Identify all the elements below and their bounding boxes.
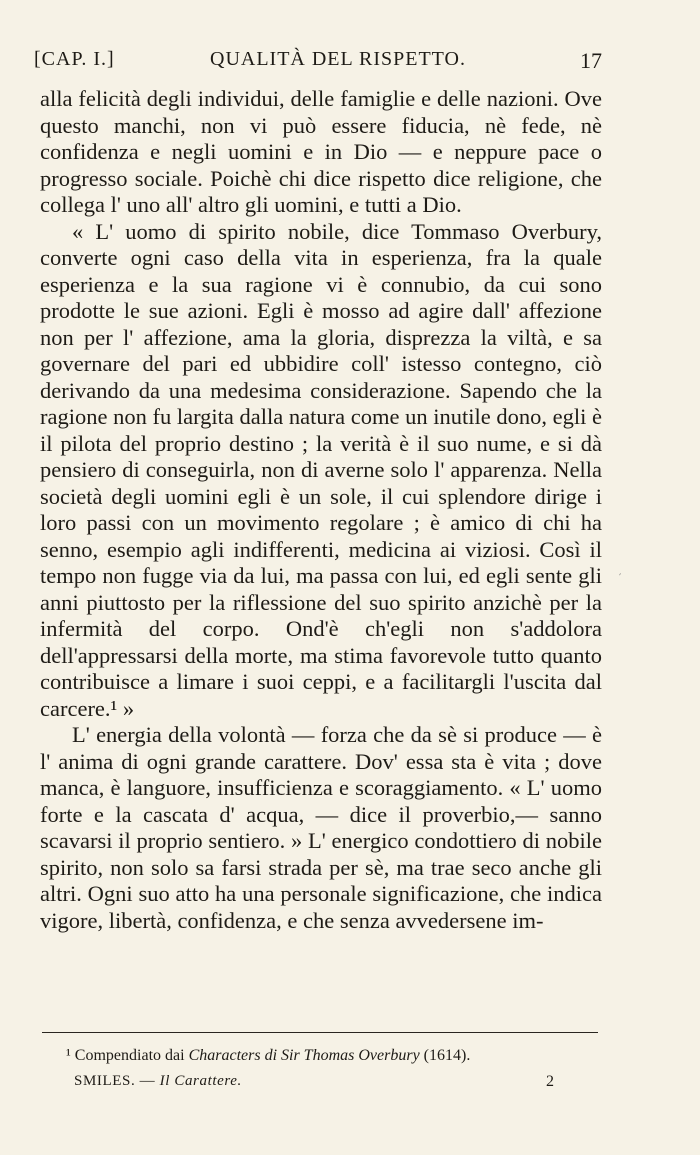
- running-header: [34, 48, 602, 78]
- signature-author: SMILES.: [74, 1073, 136, 1089]
- footnote: [66, 1046, 596, 1066]
- sheet-number: 2: [546, 1073, 554, 1090]
- signature-separator: —: [139, 1073, 156, 1089]
- chapter-label: [CAP. I.]: [34, 48, 115, 70]
- footnote-marker: ¹: [66, 1047, 71, 1064]
- paper-speck: ′: [619, 573, 622, 584]
- signature-work: Il Carattere.: [159, 1073, 242, 1089]
- paragraph-continuation: alla felicità degli individui, delle famiglie e delle nazioni. Ove questo manchi, non vi può essere fiducia, nè fede, nè confidenza e negli uomini e in Dio — e neppure pace o progresso sociale. Poichè chi dice rispetto dice religione, che collega l' uno all' altro gli uomini, e tutti a Dio.: [40, 86, 602, 217]
- footnote-title: Characters di Sir Thomas Overbury: [188, 1047, 420, 1064]
- footnote-text-before: Compendiato dai: [74, 1047, 185, 1064]
- footnote-rule: [42, 1032, 598, 1033]
- page-number: 17: [580, 48, 602, 73]
- footnote-text-after: (1614).: [423, 1047, 471, 1064]
- paragraph-energy: L' energia della volontà — forza che da sè si produce — è l' anima di ogni grande carattere. Dov' essa sta è vita ; dove manca, è languore, insufficienza e scoraggiamento. « L' uomo forte e la cascata d' acqua, — dice il proverbio,— sanno scavarsi il proprio sentiero. » L' energico condottiero di nobile spirito, non solo sa farsi strada per sè, ma trae seco anche gli altri. Ogni suo atto ha una personale significazione, che indica vigore, libertà, confidenza, e che senza avvedersene im-: [40, 722, 602, 933]
- running-title: QUALITÀ DEL RISPETTO.: [210, 48, 466, 70]
- body-text: [40, 86, 602, 934]
- signature-line: [74, 1073, 242, 1090]
- paragraph-quotation: « L' uomo di spirito nobile, dice Tommaso Overbury, converte ogni caso della vita in esperienza, fra la quale esperienza e la sua ragione vi è connubio, da cui sono prodotte le sue azioni. Egli è mosso ad agire dall' affezione non per l' affezione, ama la gloria, disprezza la viltà, e sa governare del pari ed ubbidire coll' istesso contegno, ciò derivando da una medesima considerazione. Sapendo che la ragione non fu largita dalla natura come un inutile dono, egli è il pilota del proprio destino ; la verità è il suo nume, e si dà pensiero di conseguirla, non di averne solo l' apparenza. Nella società degli uomini egli è un sole, il cui splendore dirige i loro passi con un movimento regolare ; è amico di chi ha senno, esempio agli indifferenti, medicina ai viziosi. Così il tempo non fugge via da lui, ma passa con lui, ed egli sente gli anni piuttosto per la riflessione del suo spirito anzichè per la infermità del corpo. Ond'è ch'egli non s'addolora dell'appressarsi della morte, ma stima favorevole tutto quanto contribuisce a limare i suoi ceppi, e a facilitargli l'uscita dal carcere.¹ »: [40, 218, 602, 721]
